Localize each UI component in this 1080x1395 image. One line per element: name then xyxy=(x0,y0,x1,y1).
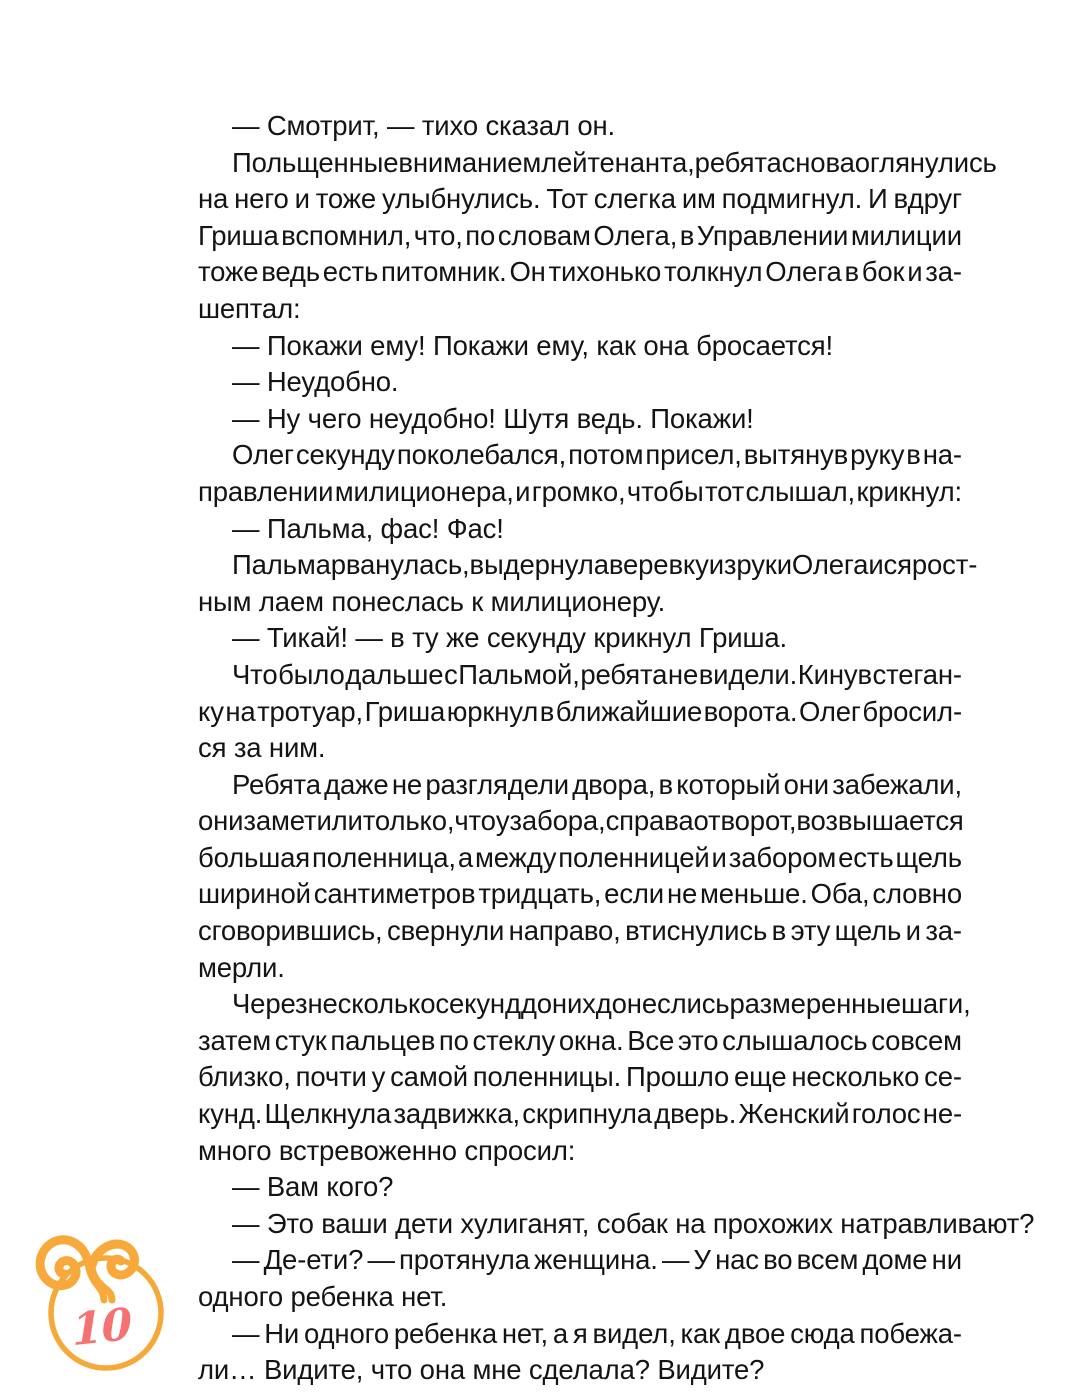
word: сантиметров xyxy=(313,878,476,910)
word: донеслись xyxy=(595,988,730,1020)
word: лейтенанта, xyxy=(541,146,695,178)
word: в xyxy=(658,768,673,800)
word: ворот, xyxy=(720,805,797,837)
text-line xyxy=(198,876,962,913)
word: оглянулись xyxy=(854,146,997,178)
word: се- xyxy=(924,1061,962,1093)
word: а xyxy=(552,1317,569,1349)
word: дальше xyxy=(345,658,444,690)
word: Олег xyxy=(798,695,861,727)
word: ярост- xyxy=(897,549,978,581)
word: что xyxy=(454,805,496,837)
text-line: мерли. xyxy=(198,951,285,983)
word: снова xyxy=(781,146,855,178)
word: Женский xyxy=(738,1098,850,1130)
word: секунд xyxy=(435,988,521,1020)
text-line: много встревоженно спросил: xyxy=(198,1134,576,1166)
word: протянула xyxy=(399,1244,530,1276)
word: возвышается xyxy=(796,805,964,837)
word: — xyxy=(232,1244,260,1276)
text-line: — Вам кого? xyxy=(232,1171,394,1203)
word: и xyxy=(868,549,884,581)
word: тридцать, xyxy=(478,878,602,910)
word: за- xyxy=(925,915,962,947)
word: почти xyxy=(295,1061,367,1093)
word: Олега xyxy=(765,256,842,288)
word: Он xyxy=(509,256,546,288)
text-line xyxy=(198,694,962,731)
word: ни xyxy=(931,1244,962,1276)
word: бок xyxy=(861,256,905,288)
word: и xyxy=(711,841,727,873)
word: Прошло xyxy=(625,1061,730,1093)
paragraph xyxy=(198,1169,962,1206)
word: слышал, xyxy=(745,475,856,507)
word: выдернула xyxy=(469,549,609,581)
word: тот xyxy=(704,475,745,507)
word: стук xyxy=(274,1024,327,1056)
word: размеренные xyxy=(729,988,901,1020)
word: за- xyxy=(925,256,962,288)
word: в xyxy=(844,256,859,288)
word: рванулась, xyxy=(330,549,470,581)
word: громко, xyxy=(531,475,626,507)
body-text-column xyxy=(198,108,1035,1389)
word: чтобы xyxy=(626,475,704,507)
text-line xyxy=(198,913,962,950)
word: есть xyxy=(322,256,379,288)
word: ребенка xyxy=(393,1317,497,1349)
text-line: — Это ваши дети хулиганят, собак на прохожих натравливают? xyxy=(232,1207,1035,1239)
word: доме xyxy=(862,1244,928,1276)
word: на- xyxy=(922,439,962,471)
word: забора, xyxy=(509,805,606,837)
word: как xyxy=(680,1317,721,1349)
word: вытянув xyxy=(743,439,849,471)
text-line xyxy=(198,657,962,694)
word: Пальмой, xyxy=(458,658,580,690)
word: окна. xyxy=(558,1024,624,1056)
text-line: — Тикай! — в ту же секунду крикнул Гриша. xyxy=(232,622,788,654)
word: не xyxy=(667,658,699,690)
text-line xyxy=(198,1023,962,1060)
word: из xyxy=(708,549,737,581)
word: до xyxy=(520,988,552,1020)
word: Что xyxy=(232,658,278,690)
word: Тот xyxy=(546,183,588,215)
text-line xyxy=(198,1059,962,1096)
word: между xyxy=(474,841,557,873)
word: который xyxy=(676,768,781,800)
word: Гриша xyxy=(198,219,279,251)
word: веревку xyxy=(608,549,709,581)
word: крикнул: xyxy=(856,475,962,507)
word: шаги, xyxy=(900,988,971,1020)
word: в xyxy=(906,439,921,471)
word: них xyxy=(551,988,596,1020)
word: словно xyxy=(872,878,962,910)
word: тихонько xyxy=(548,256,662,288)
text-line: — Неудобно. xyxy=(232,366,399,398)
paragraph xyxy=(198,1242,962,1315)
text-line xyxy=(198,767,962,804)
word: улыбнулись. xyxy=(381,183,541,215)
paragraph xyxy=(198,1206,1035,1243)
paragraph xyxy=(198,986,971,1169)
word: Польщенные xyxy=(232,146,399,178)
text-line: ным лаем понеслась к милиционеру. xyxy=(198,585,666,617)
word: большая xyxy=(198,841,311,873)
paragraph xyxy=(198,511,962,548)
text-line: ли… Видите, что она мне сделала? Видите? xyxy=(198,1354,765,1386)
word: стеклу xyxy=(472,1024,556,1056)
word: поленницы. xyxy=(472,1061,622,1093)
word: нас xyxy=(715,1244,759,1276)
word: слегка xyxy=(593,183,676,215)
word: во xyxy=(763,1244,793,1276)
word: поленница, xyxy=(312,841,456,873)
word: забежали, xyxy=(832,768,962,800)
text-line: одного ребенка нет. xyxy=(198,1281,448,1312)
word: тротуар, xyxy=(257,695,364,727)
word: свернули xyxy=(387,915,505,947)
word: по xyxy=(465,219,496,251)
word: ближайшие xyxy=(555,695,703,727)
word: у xyxy=(371,1061,386,1093)
word: вдруг xyxy=(893,183,962,215)
text-line xyxy=(198,218,962,255)
word: скрипнула xyxy=(522,1098,652,1130)
text-line xyxy=(198,145,997,182)
word: Управлении xyxy=(696,219,849,251)
word: руку xyxy=(850,439,905,471)
text-line xyxy=(198,181,962,218)
word: они xyxy=(783,768,829,800)
text-line: ся за ним. xyxy=(198,732,326,764)
word: не xyxy=(666,878,698,910)
word: одного xyxy=(304,1317,390,1349)
word: задвижка, xyxy=(393,1098,521,1130)
word: Через xyxy=(232,988,308,1020)
word: толкнул xyxy=(664,256,763,288)
text-line xyxy=(198,474,962,511)
word: потом xyxy=(568,439,644,471)
word: у xyxy=(495,805,510,837)
text-line: — Ну чего неудобно! Шутя ведь. Покажи! xyxy=(232,402,754,434)
word: милиции xyxy=(850,219,962,251)
paragraph xyxy=(198,657,962,767)
paragraph xyxy=(198,328,962,365)
word: — xyxy=(661,1244,690,1276)
word: Гриша xyxy=(364,695,446,727)
word: руки xyxy=(736,549,792,581)
text-line xyxy=(198,437,962,474)
word: не xyxy=(391,768,423,800)
word: близко, xyxy=(198,1061,291,1093)
word: от xyxy=(693,805,721,837)
text-line xyxy=(198,986,971,1023)
word: видели. xyxy=(698,658,798,690)
word: справа xyxy=(605,805,694,837)
word: женщина. xyxy=(533,1244,658,1276)
word: они xyxy=(198,805,244,837)
word: было xyxy=(278,658,345,690)
word: подмигнул. xyxy=(721,183,863,215)
folio-number-text: 10 xyxy=(71,1298,133,1357)
word: втиснулись xyxy=(625,915,768,947)
word: правлении xyxy=(198,475,334,507)
word: а xyxy=(457,841,473,873)
word: и xyxy=(515,475,531,507)
word: Кинув xyxy=(797,658,872,690)
word: по xyxy=(438,1024,469,1056)
word: питомник. xyxy=(381,256,507,288)
word: еще xyxy=(734,1061,787,1093)
text-line xyxy=(198,254,962,291)
text-line: — Пальма, фас! Фас! xyxy=(232,512,504,544)
paragraph xyxy=(198,547,978,620)
paragraph xyxy=(198,401,962,438)
word: ведь xyxy=(261,256,320,288)
word: им xyxy=(681,183,716,215)
word: пальцев xyxy=(330,1024,436,1056)
word: Ни xyxy=(264,1317,300,1349)
word: меньше. xyxy=(700,878,808,910)
word: это xyxy=(677,1024,719,1056)
word: ребята xyxy=(694,146,782,178)
word: кунд. xyxy=(198,1098,263,1130)
word: забором xyxy=(728,841,837,873)
word: на xyxy=(225,695,256,727)
word: Пальма xyxy=(232,549,331,581)
paragraph xyxy=(198,364,962,401)
text-line: шептал: xyxy=(198,292,301,324)
text-line xyxy=(198,803,962,840)
word: в xyxy=(679,219,695,251)
word: что, xyxy=(413,219,463,251)
paragraph xyxy=(198,145,997,328)
word: — xyxy=(232,1317,260,1349)
word: него xyxy=(234,183,289,215)
word: побежа- xyxy=(859,1317,962,1349)
text-line xyxy=(198,840,962,877)
word: не- xyxy=(922,1098,962,1130)
word: шириной xyxy=(198,878,311,910)
word: в xyxy=(539,695,555,727)
word: слышалось xyxy=(722,1024,868,1056)
word: присел, xyxy=(645,439,742,471)
word: даже xyxy=(324,768,389,800)
word: видел, xyxy=(592,1317,676,1349)
page-number-ornament xyxy=(18,1203,190,1381)
word: ребята xyxy=(580,658,668,690)
word: самой xyxy=(390,1061,468,1093)
word: У xyxy=(693,1244,711,1276)
word: вспомнил, xyxy=(281,219,412,251)
word: щель xyxy=(834,915,902,947)
text-line: — Смотрит, — тихо сказал он. xyxy=(232,110,616,141)
paragraph xyxy=(198,767,962,987)
word: — xyxy=(367,1244,395,1276)
word: Олега, xyxy=(593,219,678,251)
paragraph xyxy=(198,437,962,510)
paragraph xyxy=(198,620,962,657)
word: нет, xyxy=(501,1317,549,1349)
word: всем xyxy=(796,1244,859,1276)
word: дверь. xyxy=(654,1098,737,1130)
word: на xyxy=(198,183,229,215)
word: затем xyxy=(198,1024,272,1056)
word: бросил- xyxy=(862,695,962,727)
word: и xyxy=(294,183,310,215)
word: сюда xyxy=(790,1317,855,1349)
word: несколько xyxy=(791,1061,920,1093)
word: голос xyxy=(851,1098,921,1130)
text-line xyxy=(198,1242,962,1279)
word: поленницей xyxy=(558,841,710,873)
word: тоже xyxy=(198,256,259,288)
word: только, xyxy=(362,805,455,837)
word: поколебался, xyxy=(396,439,567,471)
paragraph xyxy=(198,108,962,145)
word: несколько xyxy=(307,988,436,1020)
word: и xyxy=(905,915,921,947)
word: щель xyxy=(895,841,962,873)
text-line xyxy=(198,1316,962,1353)
word: Все xyxy=(627,1024,675,1056)
word: Де-ети? xyxy=(263,1244,364,1276)
word: юркнул xyxy=(446,695,539,727)
word: есть xyxy=(838,841,894,873)
word: в xyxy=(771,915,787,947)
word: эту xyxy=(790,915,831,947)
word: Щелкнула xyxy=(264,1098,392,1130)
word: ку xyxy=(198,695,224,727)
word: направо, xyxy=(508,915,621,947)
word: ворота. xyxy=(703,695,798,727)
word: словам xyxy=(497,219,591,251)
text-line: — Покажи ему! Покажи ему, как она бросается! xyxy=(232,329,833,361)
text-line xyxy=(198,1096,962,1133)
word: сговорившись, xyxy=(198,915,383,947)
word: Олег xyxy=(232,439,294,471)
word: Олега xyxy=(791,549,869,581)
word: с xyxy=(883,549,898,581)
word: с xyxy=(444,658,458,690)
word: заметили xyxy=(243,805,363,837)
word: разглядели xyxy=(425,768,569,800)
word: если xyxy=(604,878,665,910)
word: Оба, xyxy=(810,878,870,910)
word: и xyxy=(907,256,923,288)
word: я xyxy=(572,1317,588,1349)
word: секунду xyxy=(295,439,395,471)
word: совсем xyxy=(871,1024,962,1056)
word: Ребята xyxy=(232,768,321,800)
word: И xyxy=(868,183,888,215)
word: вниманием xyxy=(398,146,542,178)
word: двое xyxy=(724,1317,786,1349)
word: двора, xyxy=(572,768,656,800)
word: тоже xyxy=(315,183,377,215)
text-line xyxy=(198,547,978,584)
paragraph xyxy=(198,1316,962,1389)
word: милиционера, xyxy=(334,475,514,507)
word: стеган- xyxy=(872,658,962,690)
